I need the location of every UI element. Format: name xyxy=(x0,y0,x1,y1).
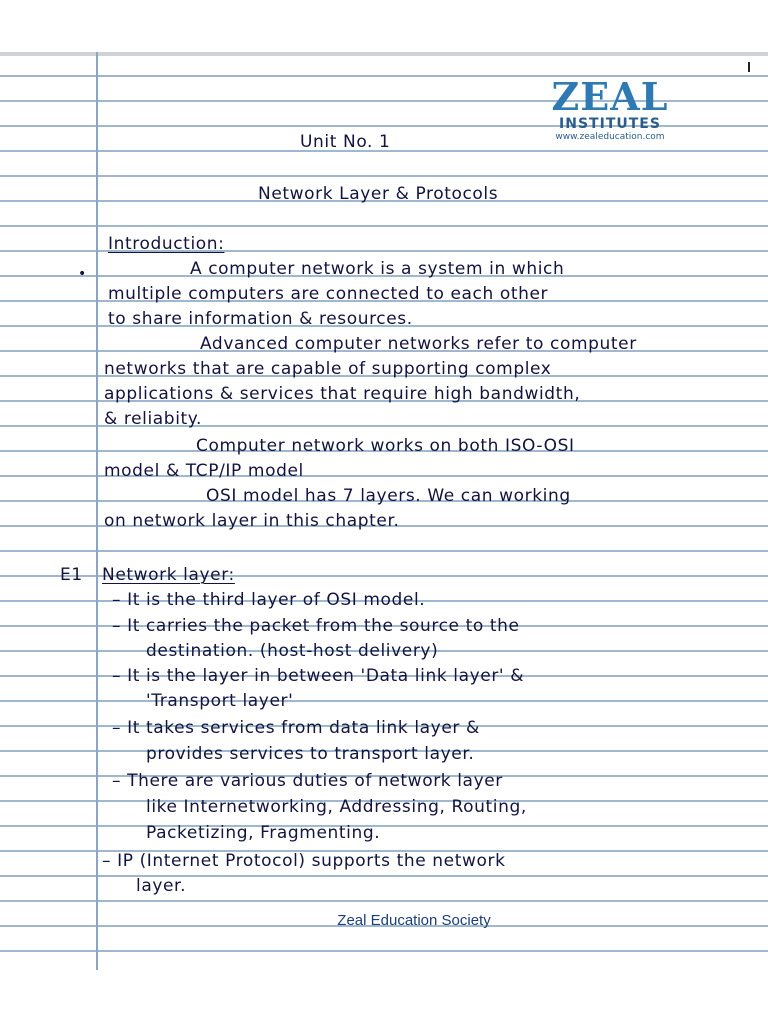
intro-line: OSI model has 7 layers. We can working xyxy=(206,486,571,506)
network-line: provides services to transport layer. xyxy=(146,744,475,764)
network-line: Packetizing, Fragmenting. xyxy=(146,823,381,843)
intro-line: Computer network works on both ISO-OSI xyxy=(196,436,575,456)
network-line: – It carries the packet from the source to the xyxy=(112,616,520,636)
chapter-title: Network Layer & Protocols xyxy=(258,184,499,204)
network-line: destination. (host-host delivery) xyxy=(146,641,439,661)
network-line: layer. xyxy=(136,876,187,896)
page-mark xyxy=(748,62,750,72)
intro-line: networks that are capable of supporting complex xyxy=(104,359,552,379)
intro-line: multiple computers are connected to each other xyxy=(108,284,549,304)
intro-line: A computer network is a system in which xyxy=(190,259,565,279)
logo-url: www.zealeducation.com xyxy=(555,132,665,142)
unit-title: Unit No. 1 xyxy=(300,132,391,152)
logo-subtitle: INSTITUTES xyxy=(559,116,661,132)
margin-line xyxy=(96,52,98,970)
intro-line: applications & services that require high bandwidth, xyxy=(104,384,581,404)
intro-line: model & TCP/IP model xyxy=(104,461,304,481)
intro-line: Advanced computer networks refer to computer xyxy=(200,334,637,354)
page-edge xyxy=(0,52,768,56)
network-line: 'Transport layer' xyxy=(146,691,294,711)
intro-line: & reliabity. xyxy=(104,409,203,429)
network-heading: Network layer: xyxy=(102,565,235,585)
network-line: – It is the third layer of OSI model. xyxy=(112,590,426,610)
network-line: – There are various duties of network layer xyxy=(112,771,503,791)
intro-heading: Introduction: xyxy=(108,234,225,254)
network-line: – IP (Internet Protocol) supports the network xyxy=(102,851,506,871)
intro-line: on network layer in this chapter. xyxy=(104,511,400,531)
network-line: like Internetworking, Addressing, Routing, xyxy=(146,797,527,817)
stray-dot: • xyxy=(78,266,87,282)
section-marker: E1 xyxy=(60,565,83,585)
intro-line: to share information & resources. xyxy=(108,309,413,329)
logo-name: ZEAL xyxy=(551,74,669,119)
footer-text: Zeal Education Society xyxy=(337,912,491,929)
network-line: – It takes services from data link layer & xyxy=(112,718,480,738)
zeal-logo xyxy=(540,74,680,143)
network-line: – It is the layer in between 'Data link layer' & xyxy=(112,666,525,686)
